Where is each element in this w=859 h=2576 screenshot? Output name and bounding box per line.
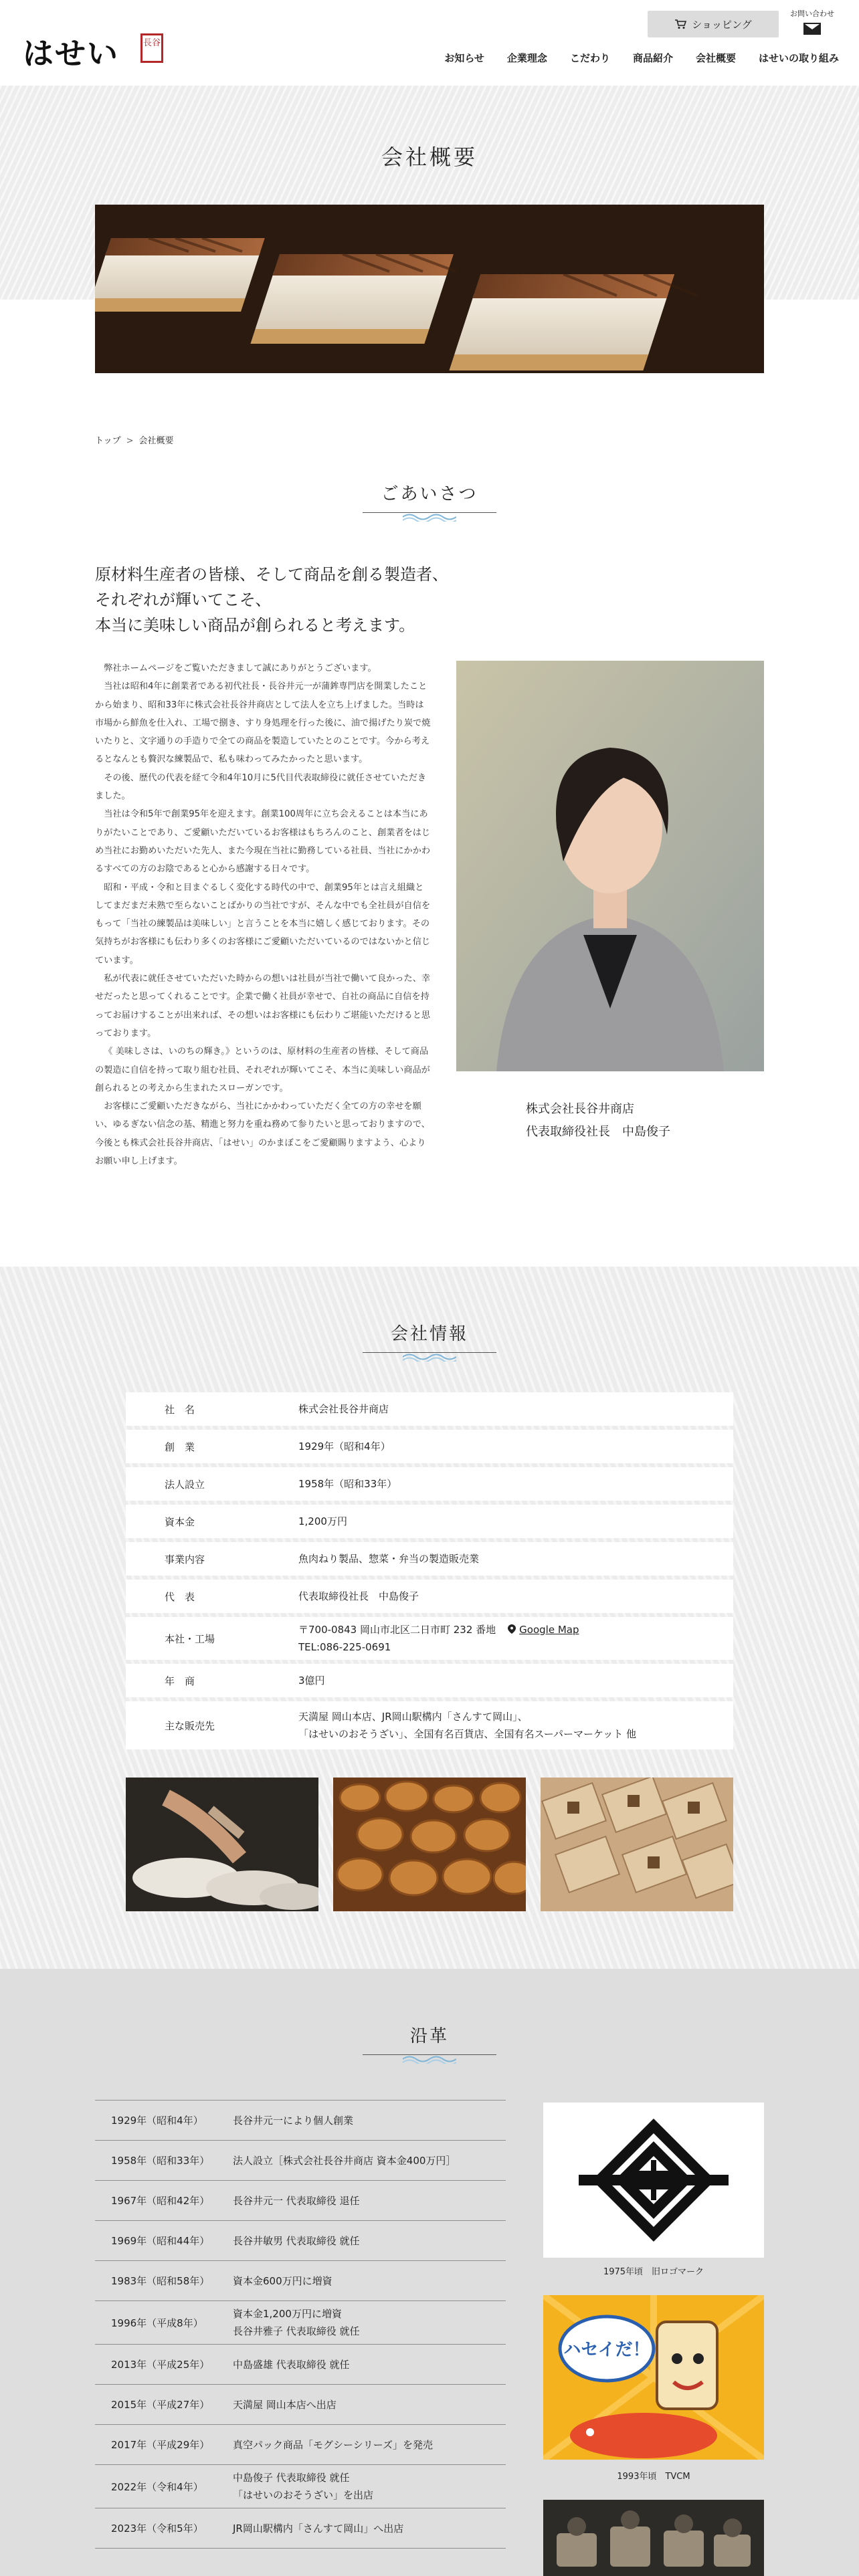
old-logo-caption: 1975年頃 旧ロゴマーク bbox=[603, 2267, 704, 2277]
history-event bbox=[233, 2516, 506, 2541]
info-value-line: 3億円 bbox=[298, 1675, 325, 1687]
page-title: 会社概要 bbox=[381, 144, 478, 170]
president-signature bbox=[526, 1098, 670, 1144]
info-label: 主な販売先 bbox=[165, 1719, 215, 1732]
greeting-lead-line: 原材料生産者の皆様、そして商品を創る製造者、 bbox=[95, 565, 448, 584]
nav-item-philosophy[interactable]: 企業理念 bbox=[506, 52, 547, 64]
breadcrumb-home[interactable]: トップ bbox=[95, 436, 121, 446]
history-year: 2015年（平成27年） bbox=[111, 2399, 210, 2411]
wave-ornament-icon bbox=[403, 512, 456, 522]
history-event-line: 真空パック商品「モグシーシリーズ」を発売 bbox=[233, 2438, 433, 2451]
history-event-line: 「はせいのおそうざい」を出店 bbox=[233, 2489, 374, 2501]
tvcm-image bbox=[543, 2295, 764, 2460]
company-info-heading: 会社情報 bbox=[390, 1324, 468, 1344]
map-pin-icon bbox=[508, 1624, 516, 1634]
factory-photos bbox=[126, 1778, 733, 1911]
info-value-line: 1,200万円 bbox=[298, 1515, 347, 1527]
table-row bbox=[126, 1580, 733, 1613]
greeting-body bbox=[95, 659, 431, 1170]
info-value bbox=[298, 1584, 733, 1609]
list-item bbox=[95, 2301, 506, 2345]
wave-ornament-icon bbox=[403, 1352, 456, 1362]
greeting-paragraph: 《 美味しさは、いのちの輝き。》というのは、原材料の生産者の皆様、そして商品の製造に自信を持って取り組む社員、それぞれが輝いてこそ、本当に美味しい商品が創られるとの考えから生まれたスローガンです。 bbox=[95, 1047, 430, 1093]
info-label: 本社・工場 bbox=[165, 1632, 215, 1645]
cart-icon bbox=[674, 19, 686, 29]
nav-item-products[interactable]: 商品紹介 bbox=[632, 52, 673, 64]
site-header bbox=[0, 0, 859, 86]
tvcm-speech-text: ハセイだ！ bbox=[563, 2340, 650, 2360]
old-logo-mark bbox=[543, 2103, 764, 2258]
breadcrumb-separator: > bbox=[126, 436, 134, 446]
list-item bbox=[95, 2385, 506, 2425]
info-value bbox=[298, 1704, 733, 1747]
greeting-heading: ごあいさつ bbox=[381, 484, 478, 504]
list-item bbox=[95, 2141, 506, 2181]
history-event bbox=[233, 2432, 506, 2458]
history-heading: 沿革 bbox=[409, 2026, 449, 2046]
info-value-line: 天満屋 岡山本店、JR岡山駅構内「さんすて岡山」、 bbox=[298, 1711, 528, 1723]
info-value bbox=[298, 1471, 733, 1497]
history-event-line: 長谷井元一 代表取締役 退任 bbox=[233, 2194, 360, 2207]
greeting-lead bbox=[95, 562, 577, 638]
greeting-paragraph: 弊社ホームページをご覧いただきまして誠にありがとうございます。 bbox=[104, 663, 377, 673]
table-row bbox=[126, 1430, 733, 1463]
portrait-image bbox=[456, 661, 764, 1071]
photo-fried-fishcakes bbox=[333, 1778, 526, 1911]
table-row bbox=[126, 1617, 733, 1660]
info-label: 資本金 bbox=[165, 1515, 195, 1528]
contact-link[interactable] bbox=[785, 8, 839, 35]
photo-shaping-surimi bbox=[126, 1778, 318, 1911]
info-value bbox=[298, 1509, 733, 1534]
table-row bbox=[126, 1467, 733, 1501]
info-value-line: 「はせいのおそうざい」、全国有名百貨店、全国有名スーパーマーケット 他 bbox=[298, 1728, 637, 1740]
history-year: 1996年（平成8年） bbox=[111, 2317, 203, 2329]
greeting-lead-line: それぞれが輝いてこそ、 bbox=[95, 591, 272, 609]
info-value-line: 代表取締役社長 中島俊子 bbox=[298, 1590, 419, 1602]
greeting-lead-line: 本当に美味しい商品が創られると考えます。 bbox=[95, 616, 415, 635]
info-value-line: 魚肉ねり製品、惣菜・弁当の製造販売業 bbox=[298, 1553, 480, 1565]
info-label: 社 名 bbox=[165, 1403, 195, 1416]
greeting-paragraph: お客様にご愛顧いただきながら、当社にかかわっていただく全ての方の幸せを願い、ゆるぎない信念の基、精進と努力を重ね務めて参りたいと思っておりますので、今後とも株式会社長谷井商店、「はせい」のかまぼこをご愛顧賜りますよう、心よりお願い申し上げます。 bbox=[95, 1101, 430, 1167]
history-year: 1969年（昭和44年） bbox=[111, 2235, 210, 2247]
history-year: 2017年（平成29年） bbox=[111, 2439, 210, 2451]
wave-ornament-icon bbox=[403, 2054, 456, 2064]
list-item bbox=[95, 2100, 506, 2141]
history-event-line: 長谷井雅子 代表取締役 就任 bbox=[233, 2325, 360, 2337]
global-nav bbox=[444, 51, 839, 65]
history-event-line: 資本金1,200万円に増資 bbox=[233, 2308, 342, 2320]
site-logo[interactable]: はせい bbox=[23, 35, 119, 72]
breadcrumb-current: 会社概要 bbox=[138, 436, 174, 446]
nav-item-commitment[interactable]: こだわり bbox=[569, 52, 610, 64]
sign-name: 代表取締役社長 中島俊子 bbox=[526, 1125, 670, 1139]
greeting-paragraph: その後、歴代の代表を経て令和4年10月に5代目代表取締役に就任させていただきました。 bbox=[95, 772, 427, 802]
list-item bbox=[95, 2345, 506, 2385]
shopping-button[interactable] bbox=[648, 11, 779, 37]
shopping-label: ショッピング bbox=[692, 18, 752, 31]
list-item bbox=[95, 2221, 506, 2261]
list-item bbox=[95, 2261, 506, 2301]
info-value bbox=[298, 1617, 733, 1660]
contact-label: お問い合わせ bbox=[790, 9, 834, 18]
history-event bbox=[233, 2228, 506, 2254]
tvcm-illustration bbox=[543, 2295, 764, 2460]
hero-image bbox=[95, 205, 764, 373]
info-value bbox=[298, 1668, 733, 1693]
list-item bbox=[95, 2508, 506, 2549]
history-list bbox=[95, 2100, 506, 2549]
info-value bbox=[298, 1434, 733, 1459]
company-info-table bbox=[126, 1392, 733, 1753]
info-value-line bbox=[298, 1621, 733, 1638]
history-year: 1958年（昭和33年） bbox=[111, 2155, 210, 2167]
history-event bbox=[233, 2465, 506, 2508]
history-event-line: 長谷井元一により個人創業 bbox=[233, 2114, 354, 2127]
history-year: 1967年（昭和42年） bbox=[111, 2195, 210, 2207]
table-row bbox=[126, 1505, 733, 1538]
nav-item-news[interactable]: お知らせ bbox=[444, 52, 484, 64]
history-event bbox=[233, 2301, 506, 2344]
table-row bbox=[126, 1664, 733, 1697]
google-map-link[interactable] bbox=[508, 1624, 579, 1636]
info-value-line: 株式会社長谷井商店 bbox=[298, 1403, 389, 1415]
info-label: 事業内容 bbox=[165, 1553, 205, 1566]
history-year: 2022年（令和4年） bbox=[111, 2480, 203, 2493]
history-year: 1983年（昭和58年） bbox=[111, 2275, 210, 2287]
sign-company: 株式会社長谷井商店 bbox=[526, 1102, 634, 1116]
history-event-line: 資本金600万円に増資 bbox=[233, 2274, 332, 2287]
info-label: 法人設立 bbox=[165, 1478, 205, 1491]
list-item bbox=[95, 2465, 506, 2508]
history-event bbox=[233, 2392, 506, 2418]
nav-item-initiatives[interactable]: はせいの取り組み bbox=[758, 52, 839, 64]
breadcrumb bbox=[95, 433, 174, 446]
history-year: 2023年（令和5年） bbox=[111, 2523, 203, 2535]
history-event-line: 長谷井敏男 代表取締役 就任 bbox=[233, 2234, 360, 2247]
greeting-paragraph: 私が代表に就任させていただいた時からの想いは社員が当社で働いて良かった、幸せだったと思ってくれることです。企業で働く社員が幸せで、自社の商品に自信を持ってお届けすることが出来れば、その想いはお客様にも伝わりご堪能いただけると思っております。 bbox=[95, 974, 431, 1039]
history-year: 2013年（平成25年） bbox=[111, 2359, 210, 2371]
info-value bbox=[298, 1546, 733, 1572]
president-portrait bbox=[456, 661, 764, 1071]
old-logo-emblem-icon bbox=[543, 2103, 764, 2258]
history-photo bbox=[543, 2500, 764, 2576]
table-row bbox=[126, 1701, 733, 1749]
tvcm-caption: 1993年頃 TVCM bbox=[617, 2472, 690, 2482]
list-item bbox=[95, 2425, 506, 2465]
greeting-paragraph: 昭和・平成・令和と目まぐるしく変化する時代の中で、創業95年とは言え組織としてまだまだ未熟で至らないことばかりの当社ですが、そんな中でも全社員が自信をもって「当社の練製品は美味しい」と言うことを本当に嬉しく感じております。その気持ちがお客様にも伝わり多くのお客様にご愛顧いただいているのではないかと信じています。 bbox=[95, 882, 431, 966]
history-event-line: 中島俊子 代表取締役 就任 bbox=[233, 2472, 350, 2484]
history-event-line: 法人設立［株式会社長谷井商店 資本金400万円］ bbox=[233, 2154, 456, 2167]
greeting-paragraph: 当社は昭和4年に創業者である初代社長・長谷井元一が蒲鉾専門店を開業したことから始まり、昭和33年に株式会社長谷井商店として法人を立ち上げました。当時は市場から鮮魚を仕入れ、工場で捌き、すり身処理を行った後に、油で揚げたり炭で焼いたりと、文字通りの手造りで全ての商品を製造していたとのことです。今から考えるとなんとも贅沢な練製品で、私も味わってみたかったと思います。 bbox=[95, 681, 431, 765]
history-event bbox=[233, 2352, 506, 2377]
history-year: 1929年（昭和4年） bbox=[111, 2115, 203, 2127]
info-value-line: 1929年（昭和4年） bbox=[298, 1440, 391, 1453]
history-event bbox=[233, 2148, 506, 2173]
table-row bbox=[126, 1542, 733, 1576]
history-event-line: 中島盛雄 代表取締役 就任 bbox=[233, 2358, 350, 2371]
google-map-label: Google Map bbox=[519, 1624, 579, 1636]
history-event bbox=[233, 2188, 506, 2214]
nav-item-company[interactable]: 会社概要 bbox=[695, 52, 736, 64]
info-label: 創 業 bbox=[165, 1440, 195, 1453]
history-event bbox=[233, 2268, 506, 2294]
info-label: 年 商 bbox=[165, 1675, 195, 1687]
greeting-paragraph: 当社は令和5年で創業95年を迎えます。創業100周年に立ち会えることは本当にありがたいことであり、ご愛顧いただいているお客様はもちろんのこと、創業者をはじめ当社にお勤めいただいた先人、また今現在当社に勤務している社員、当社にかかわるすべての方のお陰であると心から感謝する日々です。 bbox=[95, 809, 431, 875]
history-event bbox=[233, 2108, 506, 2133]
mail-icon bbox=[803, 23, 821, 35]
table-row bbox=[126, 1392, 733, 1426]
history-event-line: 天満屋 岡山本店へ出店 bbox=[233, 2398, 337, 2411]
info-label: 代 表 bbox=[165, 1590, 195, 1603]
list-item bbox=[95, 2181, 506, 2221]
grilled-kamaboko-image bbox=[95, 205, 764, 373]
info-value-line: TEL:086-225-0691 bbox=[298, 1641, 391, 1653]
photo-wooden-boards bbox=[541, 1778, 733, 1911]
history-event-line: JR岡山駅構内「さんすて岡山」へ出店 bbox=[233, 2522, 404, 2535]
logo-seal: 長谷 bbox=[140, 33, 163, 63]
info-value bbox=[298, 1396, 733, 1422]
address-text: 〒700-0843 岡山市北区二日市町 232 番地 bbox=[298, 1624, 496, 1636]
info-value-line: 1958年（昭和33年） bbox=[298, 1478, 397, 1490]
